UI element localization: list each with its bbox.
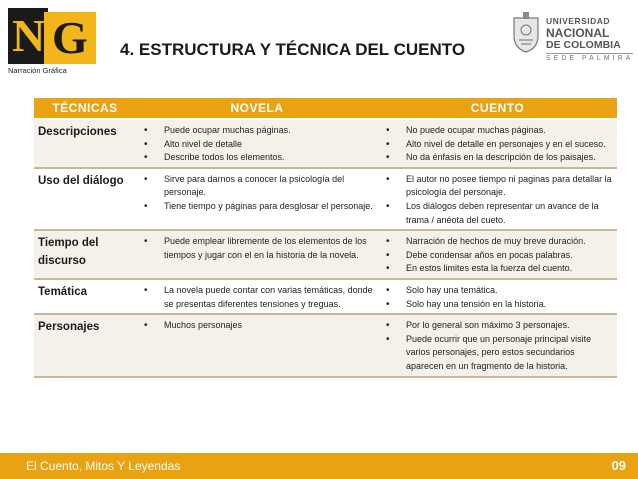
list-item: • Puede ocupar muchas páginas. bbox=[164, 124, 374, 138]
list-item: • Solo hay una temática. bbox=[406, 284, 613, 298]
header-novela: NOVELA bbox=[136, 98, 378, 119]
cuento-cell bbox=[378, 314, 617, 376]
cuento-cell bbox=[378, 279, 617, 314]
logo-letter-n: N bbox=[12, 10, 46, 61]
university-line-2: NACIONAL bbox=[546, 26, 610, 40]
logo-caption: Narración Gráfica bbox=[8, 66, 67, 75]
cuento-cell bbox=[378, 230, 617, 279]
university-seal-icon bbox=[510, 12, 542, 54]
list-item: • Describe todos los elementos. bbox=[164, 151, 374, 165]
university-line-4: SEDE PALMIRA bbox=[546, 55, 634, 62]
novela-cell bbox=[136, 279, 378, 314]
footer-title: El Cuento, Mitos Y Leyendas bbox=[26, 459, 181, 473]
footer-bar bbox=[0, 453, 638, 479]
page-number: 09 bbox=[611, 458, 626, 473]
table-row bbox=[34, 230, 617, 279]
list-item: • Alto nivel de detalle en personajes y en el suceso. bbox=[406, 138, 613, 152]
row-technique: Temática bbox=[34, 279, 136, 314]
list-item: • No puede ocupar muchas páginas. bbox=[406, 124, 613, 138]
row-technique: Tiempo del discurso bbox=[34, 230, 136, 279]
list-item: • El autor no posee tiempo ni paginas para detallar la psicología del personaje. bbox=[406, 173, 613, 200]
list-item: • Sirve para darnos a conocer la psicología del personaje. bbox=[164, 173, 374, 200]
row-technique: Personajes bbox=[34, 314, 136, 376]
comparison-table bbox=[34, 98, 617, 378]
novela-cell bbox=[136, 230, 378, 279]
table-header-row bbox=[34, 98, 617, 119]
logo-letter-g: G bbox=[52, 12, 88, 63]
cuento-cell bbox=[378, 119, 617, 168]
row-technique: Uso del diálogo bbox=[34, 168, 136, 230]
novela-cell bbox=[136, 314, 378, 376]
table-row bbox=[34, 279, 617, 314]
list-item: • Solo hay una tensión en la historia. bbox=[406, 298, 613, 312]
slide-title: 4. ESTRUCTURA Y TÉCNICA DEL CUENTO bbox=[120, 40, 466, 59]
header-tecnicas: TÉCNICAS bbox=[34, 98, 136, 119]
row-technique: Descripciones bbox=[34, 119, 136, 168]
header-cuento: CUENTO bbox=[378, 98, 617, 119]
table-row bbox=[34, 314, 617, 376]
university-line-1: UNIVERSIDAD bbox=[546, 16, 611, 26]
cuento-cell bbox=[378, 168, 617, 230]
list-item: • Tiene tiempo y páginas para desglosar el personaje. bbox=[164, 200, 374, 214]
list-item: • Muchos personajes bbox=[164, 319, 374, 333]
table-row bbox=[34, 119, 617, 168]
list-item: • Alto nivel de detalle bbox=[164, 138, 374, 152]
list-item: • No da énfasis en la descripción de los paisajes. bbox=[406, 151, 613, 165]
list-item: • La novela puede contar con varias temáticas, donde se presentas diferentes tensiones y treguas. bbox=[164, 284, 374, 311]
list-item: • Por lo general son máximo 3 personajes. bbox=[406, 319, 613, 333]
table-row bbox=[34, 168, 617, 230]
list-item: • Debe condensar años en pocas palabras. bbox=[406, 249, 613, 263]
university-logo bbox=[510, 6, 634, 66]
novela-cell bbox=[136, 168, 378, 230]
list-item: • Narración de hechos de muy breve duración. bbox=[406, 235, 613, 249]
novela-cell bbox=[136, 119, 378, 168]
list-item: • Puede emplear libremente de los elementos de los tiempos y jugar con el en la historia de la novela. bbox=[164, 235, 374, 262]
list-item: • Los diálogos deben representar un avance de la trama / anéota del cueto. bbox=[406, 200, 613, 227]
list-item: • Puede ocurrir que un personaje principal visite varios personajes, pero estos secundarios aparecen en un fragmento de la historia. bbox=[406, 333, 613, 374]
ng-logo bbox=[8, 8, 98, 78]
university-line-3: DE COLOMBIA bbox=[546, 39, 621, 51]
list-item: • En estos limites esta la fuerza del cuento. bbox=[406, 262, 613, 276]
